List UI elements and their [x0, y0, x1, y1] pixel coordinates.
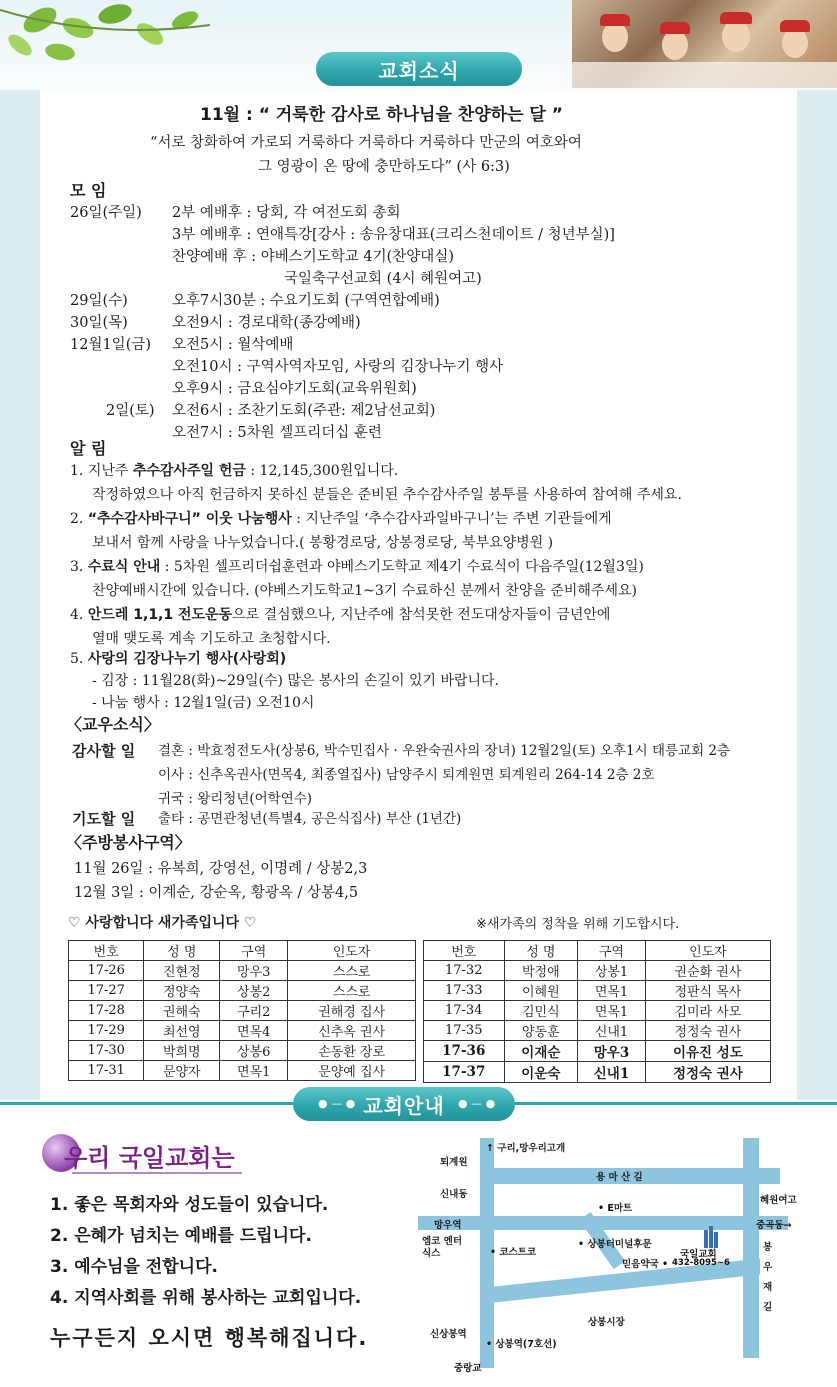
map-label: • 상봉터미널후문 [578, 1239, 652, 1250]
table-cell: 정양숙 [144, 981, 220, 1001]
map-label: ↑ 구리,망우리고개 [486, 1143, 566, 1154]
table-cell: 손동환 장로 [288, 1041, 416, 1061]
thanks-item: 귀국 : 왕리청년(어학연수) [158, 791, 313, 807]
map-label: 중곡동→ [756, 1220, 792, 1231]
intro-item: 4. 지역사회를 위해 봉사하는 교회입니다. [50, 1288, 362, 1308]
table-cell: 권해경 집사 [288, 1001, 416, 1021]
table-cell: 이운숙 [504, 1062, 578, 1083]
newcomers-note: ※새가족의 정착을 위해 기도합시다. [476, 917, 680, 932]
table-row [424, 1041, 771, 1062]
notice-number: 3. [70, 559, 84, 575]
map-label: • E마트 [598, 1203, 633, 1214]
table-cell: 스스로 [288, 961, 416, 981]
pill-dots-left: ● — ● [318, 1097, 356, 1110]
notice-line [70, 508, 612, 530]
map-label: 상봉시장 [588, 1317, 625, 1328]
table-row [424, 961, 771, 981]
notice-text: 찬양예배시간에 있습니다. (야베스기도학교1~3기 수료하신 분께서 찬양을 준비해주세요) [92, 583, 637, 599]
notice-text: - 나눔 행사 : 12월1일(금) 오전10시 [92, 695, 315, 711]
notice-text: - 김장 : 11월28(화)~29일(수) 많은 봉사의 손길이 있기 바랍니다. [92, 673, 499, 689]
verse-line-1: “서로 창화하여 가로되 거룩하다 거룩하다 거룩하다 만군의 여호와여 [150, 135, 582, 151]
table-cell: 신추옥 권사 [288, 1021, 416, 1041]
map-label: 망우역 [434, 1220, 462, 1231]
notice-highlight: 사랑의 김장나누기 행사(사랑회) [87, 651, 287, 667]
map-label: • 코스트코 [490, 1247, 537, 1258]
notice-number: 5. [70, 651, 84, 667]
table-cell: 박정애 [504, 961, 578, 981]
church-location-map [418, 1128, 808, 1378]
table-cell: 신내1 [578, 1062, 646, 1083]
table-cell: 17-33 [424, 981, 505, 1001]
section-title-church-info: 교회안내 [293, 1087, 515, 1121]
meeting-date: 29일(수) [70, 293, 128, 309]
road-bongujae [743, 1138, 759, 1358]
table-cell: 권해숙 [144, 1001, 220, 1021]
section-title-news: 교회소식 [316, 52, 522, 86]
members-news-heading: 〈교우소식〉 [66, 715, 160, 734]
notice-text: 작정하였으나 아직 헌금하지 못하신 분들은 준비된 추수감사주일 봉투를 사용하여 참여해 주세요. [92, 487, 682, 503]
intro-underline [72, 1172, 242, 1174]
table-header-row [424, 941, 771, 961]
table-cell: 구리2 [220, 1001, 288, 1021]
table-cell: 17-32 [424, 961, 505, 981]
table-row [424, 1021, 771, 1041]
map-label: 퇴계원 [440, 1157, 468, 1168]
table-cell: 양동훈 [504, 1021, 578, 1041]
meeting-text: 3부 예배후 : 연애특강[강사 : 송유창대표(크리스천데이트 / 청년부실)] [172, 227, 615, 243]
table-cell: 박희명 [144, 1041, 220, 1061]
table-header-cell: 번호 [424, 941, 505, 961]
table-cell: 신내1 [578, 1021, 646, 1041]
table-cell: 17-35 [424, 1021, 505, 1041]
meeting-text: 오후7시30분 : 수요기도회 (구역연합예배) [172, 293, 440, 309]
notice-line [70, 460, 398, 482]
intro-title: 우리 국일교회는 [64, 1144, 235, 1172]
table-header-cell: 인도자 [645, 941, 770, 961]
table-row [69, 961, 416, 981]
map-label: 봉 우 재 길 [763, 1242, 773, 1313]
meeting-text: 찬양예배 후 : 야베스기도학교 4기(찬양대실) [172, 249, 454, 265]
meeting-date: 2일(토) [106, 403, 155, 419]
table-cell: 권순화 권사 [645, 961, 770, 981]
kitchen-row: 11월 26일 : 유복희, 강영선, 이명례 / 상봉2,3 [74, 861, 368, 877]
notice-highlight: 안드레 1,1,1 전도운동 [87, 607, 233, 623]
notice-line [92, 692, 314, 714]
map-label: 국일교회 [680, 1249, 717, 1260]
table-header-cell: 번호 [69, 941, 144, 961]
table-cell: 17-36 [424, 1041, 505, 1062]
notice-line [92, 670, 499, 692]
notice-number: 2. [70, 511, 84, 527]
table-row [424, 1001, 771, 1021]
notice-line [92, 484, 682, 506]
table-cell: 면목1 [578, 981, 646, 1001]
table-row [69, 1061, 416, 1081]
meeting-text: 오후9시 : 금요심야기도회(교육위원회) [172, 381, 417, 397]
thanks-label: 감사할 일 [72, 742, 136, 760]
table-cell: 진현정 [144, 961, 220, 981]
table-cell: 상봉6 [220, 1041, 288, 1061]
table-cell: 이혜원 [504, 981, 578, 1001]
pill-dots-right: ● — ● [458, 1097, 496, 1110]
verse-reference: (사 6:3) [456, 159, 510, 175]
notice-prefix: 지난주 [87, 463, 133, 479]
meeting-date: 12월1일(금) [70, 337, 152, 353]
table-row [69, 1041, 416, 1061]
table-cell: 김미라 사모 [645, 1001, 770, 1021]
meeting-text: 오전5시 : 월삭예배 [172, 337, 294, 353]
kitchen-row: 12월 3일 : 이계순, 강순옥, 황광옥 / 상봉4,5 [74, 885, 359, 901]
table-cell: 문양자 [144, 1061, 220, 1081]
table-cell: 17-34 [424, 1001, 505, 1021]
map-label: 신상봉역 [430, 1329, 467, 1340]
notice-number: 4. [70, 607, 84, 623]
left-border-band [0, 90, 40, 1100]
table-row [69, 1001, 416, 1021]
table-cell: 망우3 [578, 1041, 646, 1062]
meeting-date: 26일(주일) [70, 205, 142, 221]
thanks-item: 결혼 : 박효정전도사(상봉6, 박수민집사 · 우완숙권사의 장녀) 12월2일(토) 오후1시 태릉교회 2층 [158, 743, 731, 759]
table-cell: 17-28 [69, 1001, 144, 1021]
notice-highlight: “추수감사바구니” 이웃 나눔행사 [87, 511, 292, 527]
map-label: 신내동 [440, 1189, 468, 1200]
table-cell: 정정숙 권사 [645, 1021, 770, 1041]
kitchen-heading: 〈주방봉사구역〉 [66, 833, 191, 852]
table-cell: 상봉2 [220, 981, 288, 1001]
table-cell: 17-29 [69, 1021, 144, 1041]
table-cell: 정판식 목사 [645, 981, 770, 1001]
notice-line [70, 604, 610, 626]
table-cell: 면목4 [220, 1021, 288, 1041]
table-header-row [69, 941, 416, 961]
prayer-label: 기도할 일 [72, 810, 136, 828]
map-label: 엠코 엔터식스 [422, 1236, 463, 1259]
notice-highlight: 수료식 안내 [87, 559, 161, 575]
meeting-text: 2부 예배후 : 당회, 각 여전도회 총회 [172, 205, 401, 221]
notice-text: 으로 결심했으나, 지난주에 참석못한 전도대상자들이 금년안에 [232, 607, 611, 623]
right-border-band [797, 90, 837, 1100]
notice-line [92, 532, 553, 554]
table-cell: 김민식 [504, 1001, 578, 1021]
table-header-cell: 구역 [220, 941, 288, 961]
notice-text: : 12,145,300원입니다. [245, 463, 399, 479]
table-cell: 면목1 [220, 1061, 288, 1081]
table-cell: 상봉1 [578, 961, 646, 981]
church-building-icon [698, 1224, 724, 1250]
map-label: 용 마 산 길 [596, 1172, 643, 1183]
table-cell: 17-26 [69, 961, 144, 981]
meeting-text: 오전7시 : 5차원 셀프리더십 훈련 [172, 425, 382, 441]
intro-item: 1. 좋은 목회자와 성도들이 있습니다. [50, 1195, 329, 1215]
road-mangu [418, 1216, 788, 1230]
notices-heading: 알 림 [70, 439, 107, 458]
table-cell: 이재순 [504, 1041, 578, 1062]
table-header-cell: 구역 [578, 941, 646, 961]
table-cell: 이유진 성도 [645, 1041, 770, 1062]
choir-photo [572, 0, 837, 88]
thanks-item: 이사 : 신추옥권사(면목4, 최종열집사) 남양주시 퇴계원면 퇴계원리 264-14 2층 2호 [158, 767, 655, 783]
table-header-cell: 인도자 [288, 941, 416, 961]
table-row [424, 981, 771, 1001]
notice-text: 열매 맺도록 계속 기도하고 초청합시다. [92, 631, 331, 647]
table-cell: 망우3 [220, 961, 288, 981]
table-cell: 17-30 [69, 1041, 144, 1061]
notice-text: : 5차원 셀프리더쉽훈련과 야베스기도학교 제4기 수료식이 다음주일(12월3일) [160, 559, 644, 575]
prayer-item: 출타 : 공면관청년(특별4, 공은식집사) 부산 (1년간) [158, 811, 462, 827]
month-theme-title: 11월 : “ 거룩한 감사로 하나님을 찬양하는 달 ” [200, 105, 563, 125]
table-header-cell: 성 명 [504, 941, 578, 961]
map-label: 믿음약국 • [622, 1259, 669, 1270]
newcomers-heading: ♡ 사랑합니다 새가족입니다 ♡ [68, 915, 257, 931]
map-label: 혜원여고 [760, 1195, 797, 1206]
table-cell: 17-31 [69, 1061, 144, 1081]
notice-line [70, 556, 644, 578]
meeting-text: 오전6시 : 조찬기도회(주관: 제2남선교회) [172, 403, 436, 419]
table-cell: 최선영 [144, 1021, 220, 1041]
map-label: 432-8095~6 [672, 1258, 730, 1268]
meeting-date: 30일(목) [70, 315, 128, 331]
table-cell: 17-27 [69, 981, 144, 1001]
notice-text: 보내서 함께 사랑을 나누었습니다.( 봉황경로당, 상봉경로당, 북부요양병원 ) [92, 535, 554, 551]
meeting-text: 국일축구선교회 (4시 혜원여고) [284, 271, 482, 287]
meetings-heading: 모 임 [70, 181, 107, 200]
table-cell: 스스로 [288, 981, 416, 1001]
notice-text: : 지난주일 ‘추수감사과일바구니’는 주변 기관들에게 [291, 511, 612, 527]
table-row [69, 1021, 416, 1041]
table-row [69, 981, 416, 1001]
table-cell: 면목1 [578, 1001, 646, 1021]
map-label: 중랑교 [454, 1363, 482, 1374]
intro-item: 3. 예수님을 전합니다. [50, 1257, 218, 1277]
meeting-text: 오전9시 : 경로대학(종강예배) [172, 315, 361, 331]
newcomers-table-left [68, 940, 416, 1081]
map-label: • 상봉역(7호선) [486, 1339, 557, 1350]
table-cell: 17-37 [424, 1062, 505, 1083]
notice-line [92, 580, 637, 602]
table-cell: 문양예 집사 [288, 1061, 416, 1081]
notice-line [70, 648, 286, 670]
notice-line [92, 628, 331, 650]
verse-line-2: 그 영광이 온 땅에 충만하도다” (사 6:3) [258, 159, 510, 175]
notice-highlight: 추수감사주일 헌금 [132, 463, 246, 479]
newcomers-table-right [423, 940, 771, 1083]
meeting-text: 오전10시 : 구역사역자모임, 사랑의 김장나누기 행사 [172, 359, 504, 375]
intro-item: 2. 은혜가 넘치는 예배를 드립니다. [50, 1226, 312, 1246]
table-row [424, 1062, 771, 1083]
table-header-cell: 성 명 [144, 941, 220, 961]
leaves-decoration [0, 0, 230, 85]
notice-number: 1. [70, 463, 84, 479]
table-cell: 정정숙 권사 [645, 1062, 770, 1083]
slogan: 누구든지 오시면 행복해집니다. [50, 1326, 369, 1350]
